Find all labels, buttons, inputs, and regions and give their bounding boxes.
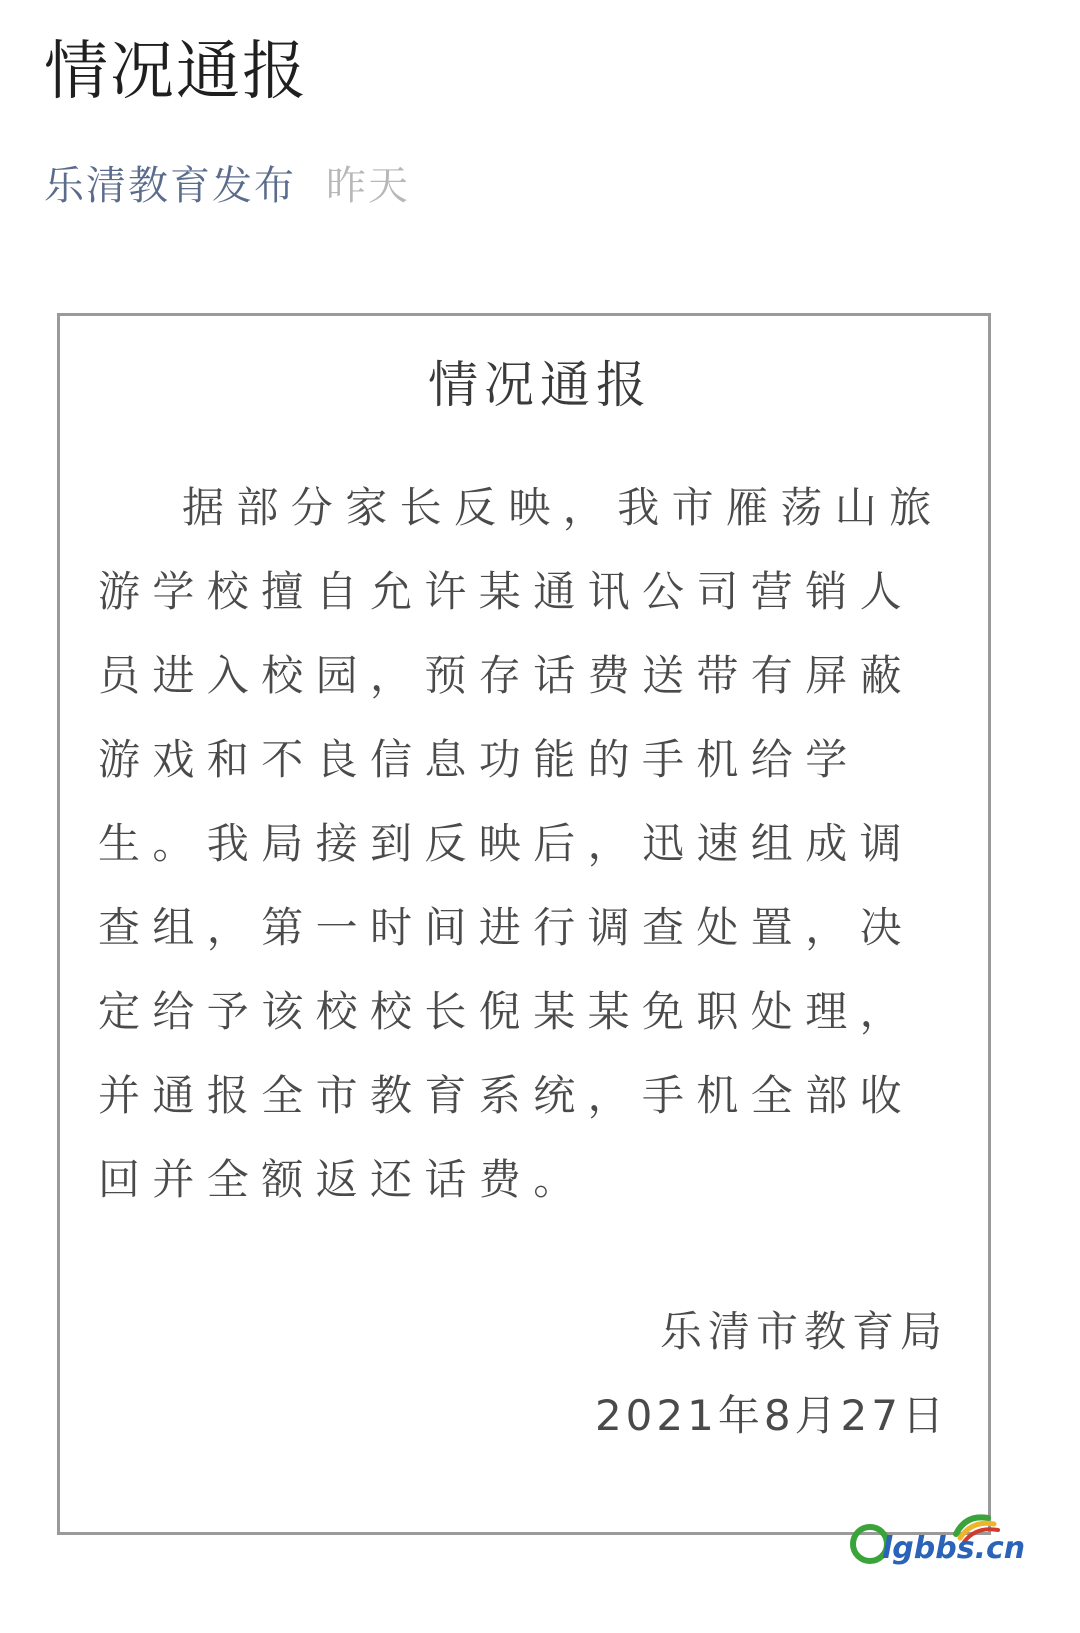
publish-time: 昨天 (326, 163, 410, 209)
notice-title: 情况通报 (428, 356, 652, 414)
author-link[interactable]: 乐清教育发布 (44, 163, 296, 209)
notice-body: 据部分家长反映，我市雁荡山旅游学校擅自允许某通讯公司营销人员进入校园，预存话费送带有屏蔽游戏和不良信息功能的手机给学生。我局接到反映后，迅速组成调查组，第一时间进行调查处置，决定给予该校校长倪某某免职处理，并通报全市教育系统，手机全部收回并全额返还话费。 (98, 483, 944, 1204)
lgbbs-logo-icon (848, 1504, 1038, 1574)
article-meta (44, 158, 410, 214)
site-watermark (848, 1504, 1038, 1574)
page-title: 情况通报 (44, 35, 308, 109)
notice-date: 2021年8月27日 (594, 1391, 948, 1440)
svg-text:lgbbs.cn: lgbbs.cn (882, 1531, 1026, 1566)
notice-signature: 乐清市教育局 (659, 1307, 948, 1356)
